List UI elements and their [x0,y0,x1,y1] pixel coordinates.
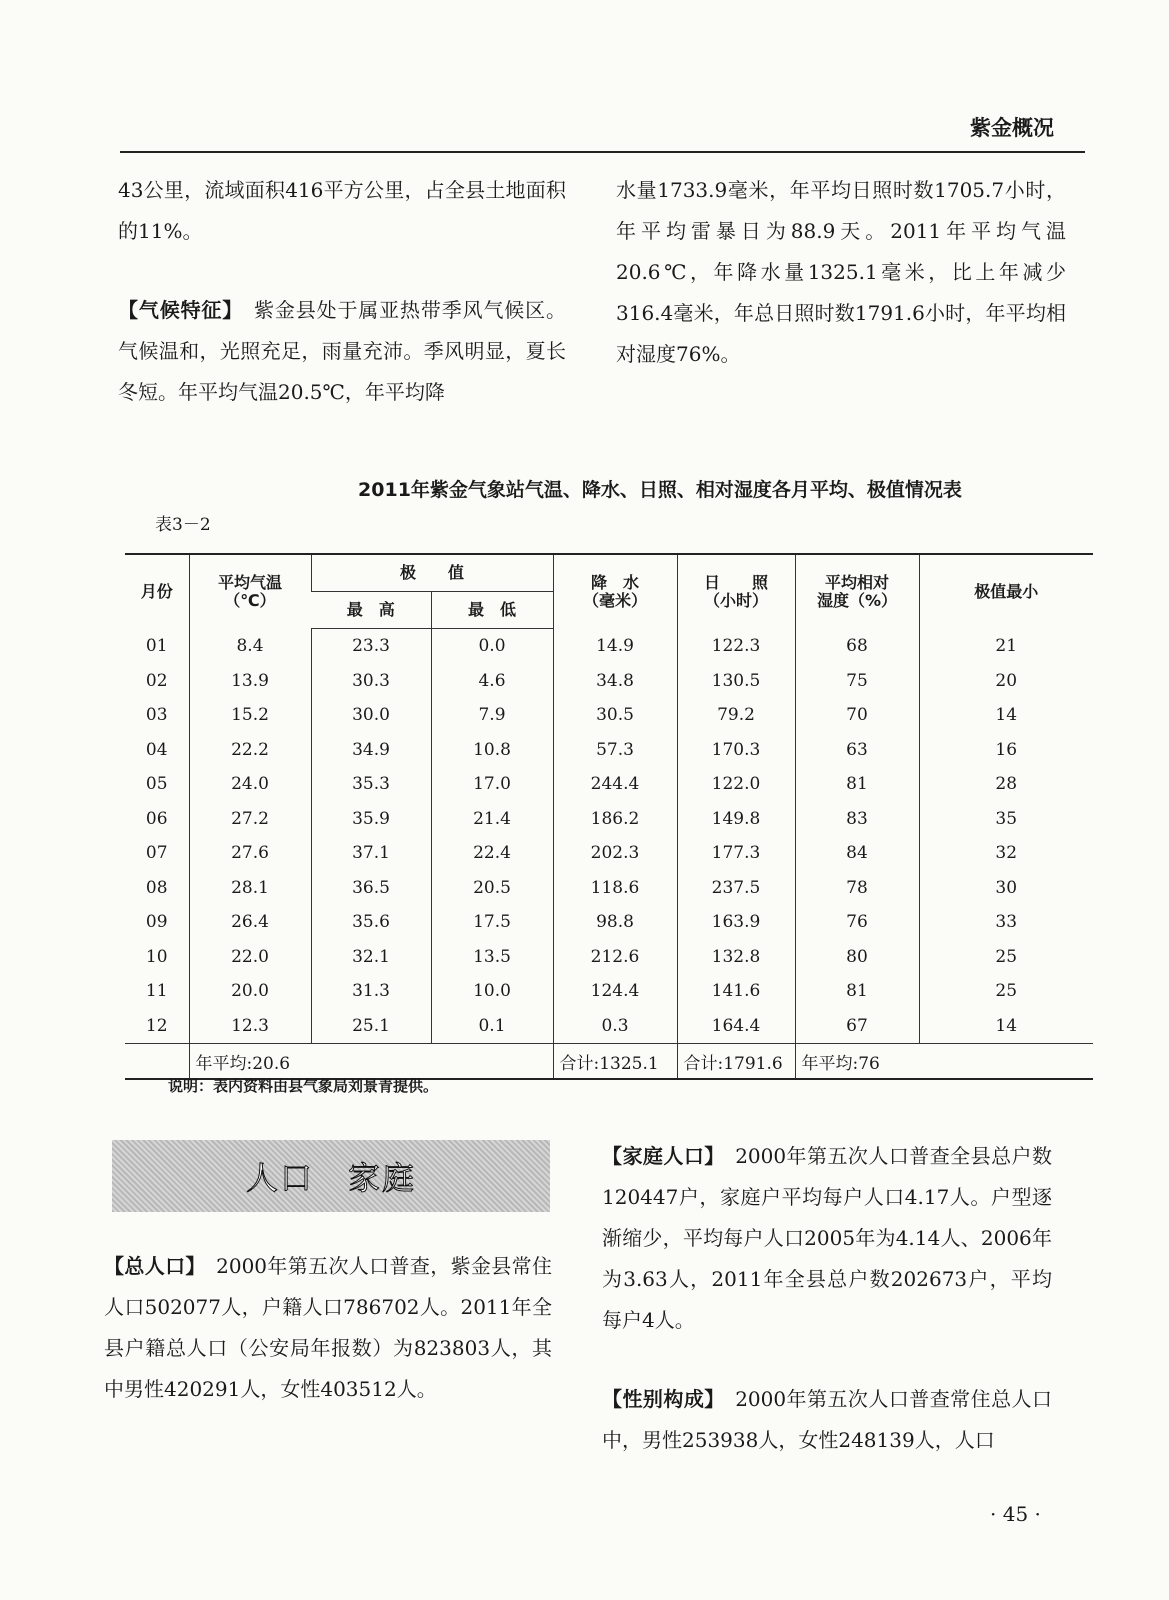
table-cell: 10.8 [431,733,553,768]
table-cell: 67 [795,1009,919,1044]
header-precip: 降 水 （毫米） [553,554,677,629]
table-cell: 33 [919,905,1093,940]
paragraph-climate: 【气候特征】 紫金县处于属亚热带季风气候区。气候温和，光照充足，雨量充沛。季风明显，夏长冬短。年平均气温20.5℃，年平均降 [118,298,567,404]
table-cell: 202.3 [553,836,677,871]
page-number: · 45 · [990,1502,1041,1526]
table-row [125,802,1093,837]
table-cell: 13.5 [431,940,553,975]
table-cell: 24.0 [189,767,311,802]
table-cell: 22.4 [431,836,553,871]
header-low: 最 低 [431,592,553,629]
table-cell: 118.6 [553,871,677,906]
table-row [125,1009,1093,1044]
table-cell: 30 [919,871,1093,906]
table-cell: 170.3 [677,733,795,768]
table-cell: 01 [145,636,168,656]
section-tag: 【家庭人口】 [602,1144,715,1168]
table-cell: 17.0 [431,767,553,802]
table-cell: 32.1 [311,940,431,975]
totals-humidity: 年平均:76 [795,1044,1093,1080]
header-avg-temp: 平均气温 （℃） [189,554,311,629]
table-cell: 70 [795,698,919,733]
table-cell: 27.6 [189,836,311,871]
running-header: 紫金概况 [970,116,1054,140]
table-cell: 30.0 [311,698,431,733]
table-cell: 26.4 [189,905,311,940]
table-cell: 0.1 [431,1009,553,1044]
table-cell: 15.2 [189,698,311,733]
paragraph-climate-cont: 水量1733.9毫米，年平均日照时数1705.7小时，年平均雷暴日为88.9天。2011年平均气温20.6℃，年降水量1325.1毫米，比上年减少316.4毫米，年总日照时数1791.6小时，年平均相对湿度76%。 [616,178,1066,366]
paragraph-gender: 【性别构成】 2000年第五次人口普查常住总人口中，男性253938人，女性248139人，人口 [602,1387,1052,1452]
table-cell: 28 [919,767,1093,802]
right-column-bottom [602,1136,1052,1461]
table-cell: 12.3 [189,1009,311,1044]
table-cell: 34.9 [311,733,431,768]
table-cell: 06 [145,808,168,829]
table-cell: 10.0 [431,974,553,1009]
table-row [125,940,1093,975]
table-cell: 75 [795,664,919,699]
header-rule [120,151,1085,153]
table-cell: 34.8 [553,664,677,699]
table-row [125,767,1093,802]
table-cell: 21.4 [431,802,553,837]
table-cell: 25 [919,974,1093,1009]
totals-avg-temp: 年平均:20.6 [189,1044,553,1080]
table-note: 说明：表内资料由县气象局刘景青提供。 [168,1077,439,1095]
table-row [125,836,1093,871]
table-cell: 163.9 [677,905,795,940]
left-column-bottom [104,1246,552,1410]
paragraph-population: 【总人口】 2000年第五次人口普查，紫金县常住人口502077人，户籍人口786702人。2011年全县户籍总人口（公安局年报数）为823803人，其中男性420291人，女性403512人。 [104,1254,552,1401]
table-cell: 212.6 [553,940,677,975]
table-cell: 10 [145,946,168,967]
table-cell: 83 [795,802,919,837]
left-column-top [118,170,566,413]
table-cell: 68 [795,629,919,664]
table-cell: 124.4 [553,974,677,1009]
table-cell: 20.0 [189,974,311,1009]
table-cell: 22.0 [189,940,311,975]
table-cell: 81 [795,767,919,802]
table-row [125,629,1093,664]
table-cell: 11 [145,981,168,1002]
table-cell: 30.3 [311,664,431,699]
header-month: 月份 [125,554,189,629]
header-humidity: 平均相对 湿度（%） [795,554,919,629]
table-row [125,664,1093,699]
table-cell: 36.5 [311,871,431,906]
section-tag: 【气候特征】 [118,298,234,322]
table-row [125,733,1093,768]
table-cell: 23.3 [311,629,431,664]
table-cell: 22.2 [189,733,311,768]
table-cell: 28.1 [189,871,311,906]
table-cell: 30.5 [553,698,677,733]
table-number: 表3－2 [155,515,211,535]
section-tag: 【性别构成】 [602,1387,715,1411]
climate-table [125,553,1093,1080]
table-cell: 149.8 [677,802,795,837]
table-cell: 177.3 [677,836,795,871]
table-cell: 12 [145,1015,168,1036]
totals-sunshine: 合计:1791.6 [677,1044,795,1080]
table-title: 2011年紫金气象站气温、降水、日照、相对湿度各月平均、极值情况表 [358,479,962,501]
table-cell: 35 [919,802,1093,837]
table-cell: 02 [145,670,168,691]
table-cell: 08 [145,877,168,898]
table-cell: 37.1 [311,836,431,871]
table-row [125,974,1093,1009]
table-cell: 132.8 [677,940,795,975]
table-cell: 7.9 [431,698,553,733]
table-cell: 25.1 [311,1009,431,1044]
table-cell: 13.9 [189,664,311,699]
table-cell: 81 [795,974,919,1009]
table-cell: 122.0 [677,767,795,802]
table-cell: 35.9 [311,802,431,837]
table-cell: 14.9 [553,629,677,664]
header-high: 最 高 [311,592,431,629]
paragraph-household: 【家庭人口】 2000年第五次人口普查全县总户数120447户，家庭户平均每户人口4.17人。户型逐渐缩少，平均每户人口2005年为4.14人、2006年为3.63人，2011年全县总户数202673户，平均每户4人。 [602,1144,1052,1332]
table-cell: 04 [145,739,168,760]
table-cell: 237.5 [677,871,795,906]
table-row [125,871,1093,906]
table-cell: 122.3 [677,629,795,664]
section-banner: 人口 家庭 [112,1140,550,1212]
totals-blank [125,1044,189,1080]
paragraph-river: 43公里，流域面积416平方公里，占全县土地面积的11%。 [118,178,566,243]
table-cell: 03 [145,705,168,726]
table-cell: 25 [919,940,1093,975]
table-cell: 14 [919,1009,1093,1044]
table-cell: 09 [145,912,168,933]
table-cell: 32 [919,836,1093,871]
table-cell: 0.3 [553,1009,677,1044]
table-row [125,698,1093,733]
right-column-top [616,170,1066,375]
table-row [125,905,1093,940]
table-cell: 244.4 [553,767,677,802]
table-cell: 141.6 [677,974,795,1009]
table-cell: 80 [795,940,919,975]
table-cell: 79.2 [677,698,795,733]
table-cell: 8.4 [189,629,311,664]
table-cell: 0.0 [431,629,553,664]
table-cell: 57.3 [553,733,677,768]
table-cell: 31.3 [311,974,431,1009]
header-extreme: 极 值 [311,554,553,592]
table-cell: 35.6 [311,905,431,940]
table-cell: 35.3 [311,767,431,802]
table-cell: 14 [919,698,1093,733]
table-cell: 4.6 [431,664,553,699]
table-cell: 63 [795,733,919,768]
table-cell: 98.8 [553,905,677,940]
header-sunshine: 日 照 （小时） [677,554,795,629]
table-cell: 76 [795,905,919,940]
section-tag: 【总人口】 [104,1254,196,1278]
table-cell: 84 [795,836,919,871]
header-humidity-min: 极值最小 [919,554,1093,629]
table-cell: 186.2 [553,802,677,837]
table-cell: 05 [145,774,168,795]
table-cell: 78 [795,871,919,906]
table-cell: 21 [919,629,1093,664]
table-cell: 17.5 [431,905,553,940]
table-cell: 07 [145,843,168,864]
table-cell: 16 [919,733,1093,768]
table-cell: 20 [919,664,1093,699]
table-cell: 20.5 [431,871,553,906]
table-cell: 130.5 [677,664,795,699]
table-cell: 164.4 [677,1009,795,1044]
table-cell: 27.2 [189,802,311,837]
totals-precip: 合计:1325.1 [553,1044,677,1080]
